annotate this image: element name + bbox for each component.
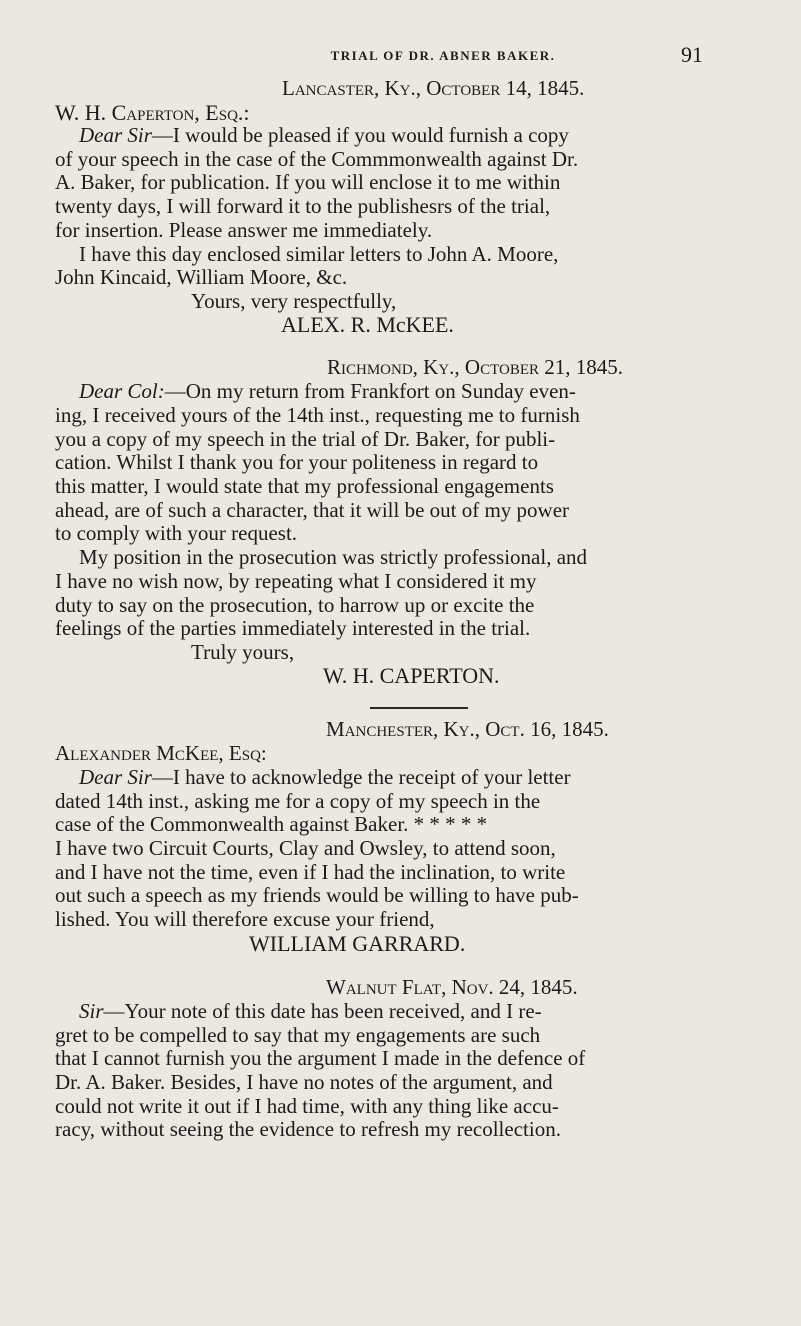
signature: ALEX. R. McKEE. — [281, 312, 454, 337]
body-line: Dear Col:—On my return from Frankfort on Sunday even- — [79, 379, 576, 403]
body-line: Dear Sir—I would be pleased if you would furnish a copy — [79, 123, 569, 147]
signature: WILLIAM GARRARD. — [249, 931, 466, 956]
section-divider — [370, 707, 468, 709]
body-line: that I cannot furnish you the argument I made in the defence of — [55, 1046, 586, 1070]
body-line: for insertion. Please answer me immediately. — [55, 218, 433, 242]
body-line: gret to be compelled to say that my engagements are such — [55, 1023, 541, 1047]
closing: Yours, very respectfully, — [191, 289, 397, 313]
running-title: TRIAL OF DR. ABNER BAKER. — [330, 48, 556, 63]
page-number: 91 — [681, 42, 703, 67]
body-line: lished. You will therefore excuse your friend, — [55, 907, 435, 931]
body-line: dated 14th inst., asking me for a copy of my speech in the — [55, 789, 541, 813]
dateline: Richmond, Ky., October 21, 1845. — [327, 355, 623, 379]
body-line: case of the Commonwealth against Baker. * * * * * — [55, 812, 488, 836]
body-line: Dear Sir—I have to acknowledge the receipt of your letter — [79, 765, 571, 789]
body-line: ahead, are of such a character, that it will be out of my power — [55, 498, 570, 522]
body-line: My position in the prosecution was strictly professional, and — [79, 545, 588, 569]
body-line: cation. Whilst I thank you for your politeness in regard to — [55, 450, 539, 474]
body-line: you a copy of my speech in the trial of Dr. Baker, for publi- — [55, 427, 556, 451]
body-line: Sir—Your note of this date has been received, and I re- — [79, 999, 542, 1023]
salutation: Dear Col: — [79, 379, 165, 403]
body-line: I have no wish now, by repeating what I considered it my — [55, 569, 537, 593]
body-line: John Kincaid, William Moore, &c. — [55, 265, 348, 289]
signature: W. H. CAPERTON. — [323, 663, 500, 688]
body-line: could not write it out if I had time, with any thing like accu- — [55, 1094, 559, 1118]
dateline: Manchester, Ky., Oct. 16, 1845. — [326, 717, 609, 741]
body-line: racy, without seeing the evidence to refresh my recollection. — [55, 1117, 561, 1141]
body-line: to comply with your request. — [55, 521, 298, 545]
closing: Truly yours, — [191, 640, 295, 664]
addressee: Alexander McKee, Esq: — [55, 741, 267, 765]
body-line: out such a speech as my friends would be willing to have pub- — [55, 883, 579, 907]
body-line: duty to say on the prosecution, to harrow up or excite the — [55, 593, 535, 617]
salutation: Sir — [79, 999, 104, 1023]
body-line: I have this day enclosed similar letters to John A. Moore, — [79, 242, 559, 266]
salutation: Dear Sir — [79, 765, 152, 789]
body-line: A. Baker, for publication. If you will enclose it to me within — [55, 170, 561, 194]
dateline: Walnut Flat, Nov. 24, 1845. — [326, 975, 578, 999]
body-line: and I have not the time, even if I had the inclination, to write — [55, 860, 566, 884]
body-line: this matter, I would state that my professional engagements — [55, 474, 554, 498]
body-line: of your speech in the case of the Commmonwealth against Dr. — [55, 147, 579, 171]
body-line: I have two Circuit Courts, Clay and Owsley, to attend soon, — [55, 836, 556, 860]
addressee: W. H. Caperton, Esq.: — [55, 100, 250, 125]
body-line: twenty days, I will forward it to the publishesrs of the trial, — [55, 194, 551, 218]
body-line: Dr. A. Baker. Besides, I have no notes of the argument, and — [55, 1070, 553, 1094]
body-line: ing, I received yours of the 14th inst., requesting me to furnish — [55, 403, 580, 427]
salutation: Dear Sir — [79, 123, 152, 147]
body-line: feelings of the parties immediately interested in the trial. — [55, 616, 531, 640]
dateline: Lancaster, Ky., October 14, 1845. — [282, 76, 585, 100]
